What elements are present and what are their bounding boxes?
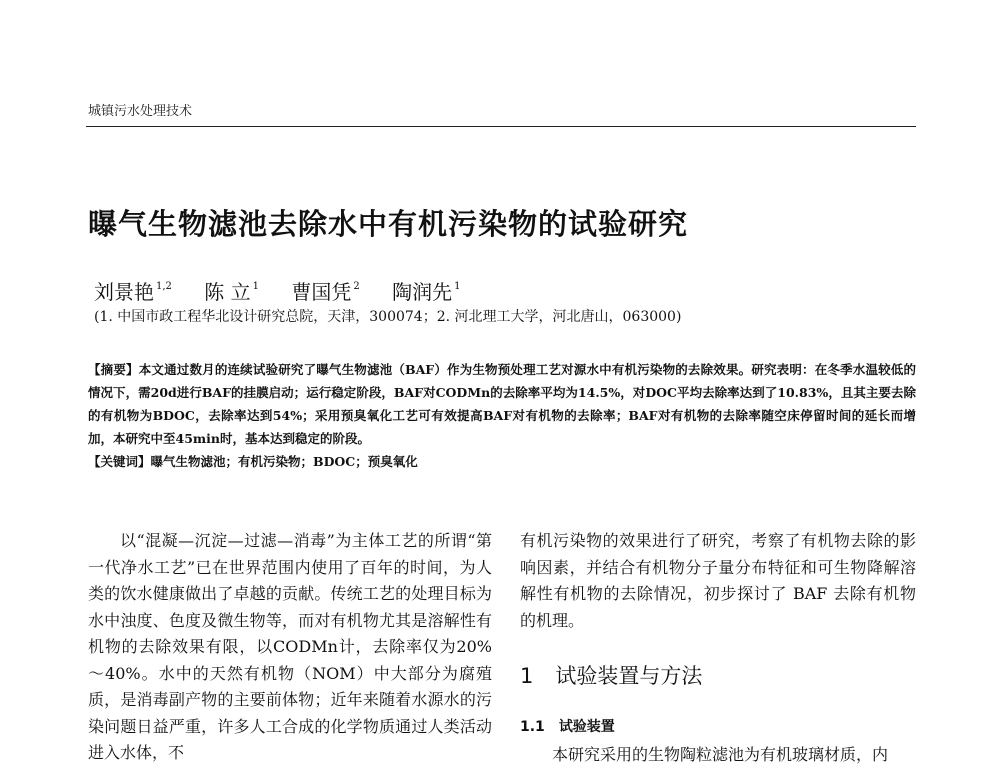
abstract-text: 本文通过数月的连续试验研究了曝气生物滤池（BAF）作为生物预处理工艺对源水中有机污染物的去除效果。研究表明：在冬季水温较低的情况下，需20d进行BAF的挂膜启动；运行稳定阶段，BAF对CODMn的去除率平均为14.5%，对DOC平均去除率达到了10.83%，且其主要去除的有机物为BDOC，去除率达到54%；采用预臭氧化工艺可有效提高BAF对有机物的去除率；BAF对有机物的去除率随空床停留时间的延长而增加，本研究中至45min时，基本达到稳定的阶段。 [88,362,916,446]
subsection-number: 1.1 [520,719,545,735]
author [204,276,259,305]
subsection-heading [520,716,629,736]
author [291,276,359,305]
author [392,276,460,305]
section-number: 1 [520,664,534,688]
author-name: 陶润先 [392,280,453,304]
author-name: 曹国凭 [291,280,352,304]
subsection-paragraph: 本研究采用的生物陶粒滤池为有机玻璃材质，内 [552,745,889,764]
body-paragraph: 有机污染物的效果进行了研究，考察了有机物去除的影响因素，并结合有机物分子量分布特征和可生物降解溶解性有机物的去除情况，初步探讨了 BAF 去除有机物的机理。 [520,531,916,630]
running-title: 城镇污水处理技术 [88,104,193,119]
author-list [94,276,486,305]
affiliations: (1. 中国市政工程华北设计研究总院，天津，300074；2. 河北理工大学，河北唐山，063000) [94,309,682,325]
author-name: 刘景艳 [94,280,154,304]
body-paragraph: 以“混凝—沉淀—过滤—消毒”为主体工艺的所谓“第一代净水工艺”已在世界范围内使用了百年的时间，为人类的饮水健康做出了卓越的贡献。传统工艺的处理目标为水中浊度、色度及微生物等，而对有机物尤其是溶解性有机物的去除效果有限，以CODMn计，去除率仅为20%～40%。水中的天然有机物（NOM）中大部分为腐殖质，是消毒副产物的主要前体物；近年来随着水源水的污染问题日益严重，许多人工合成的化学物质通过人类活动进入水体，不 [88,531,492,762]
body-left-column [88,528,492,767]
keywords-text: 曝气生物滤池；有机污染物；BDOC；预臭氧化 [150,454,418,469]
subsection-title: 试验装置 [558,719,615,735]
author [94,276,172,305]
section-title: 试验装置与方法 [555,664,703,688]
body-right-column [520,528,916,634]
section-heading [520,660,724,690]
author-affil-mark: 2 [353,281,360,292]
abstract-label: 【摘要】 [88,362,139,377]
paper-title: 曝气生物滤池去除水中有机污染物的试验研究 [88,207,689,241]
header-rule [86,126,916,127]
author-affil-mark: 1,2 [156,281,172,292]
keywords-label: 【关键词】 [88,454,151,469]
author-affil-mark: 1 [252,281,259,292]
author-affil-mark: 1 [454,281,461,292]
keywords-paragraph [88,450,916,473]
author-name: 陈 立 [204,280,251,304]
abstract-paragraph [88,358,916,450]
abstract-block [88,358,916,473]
